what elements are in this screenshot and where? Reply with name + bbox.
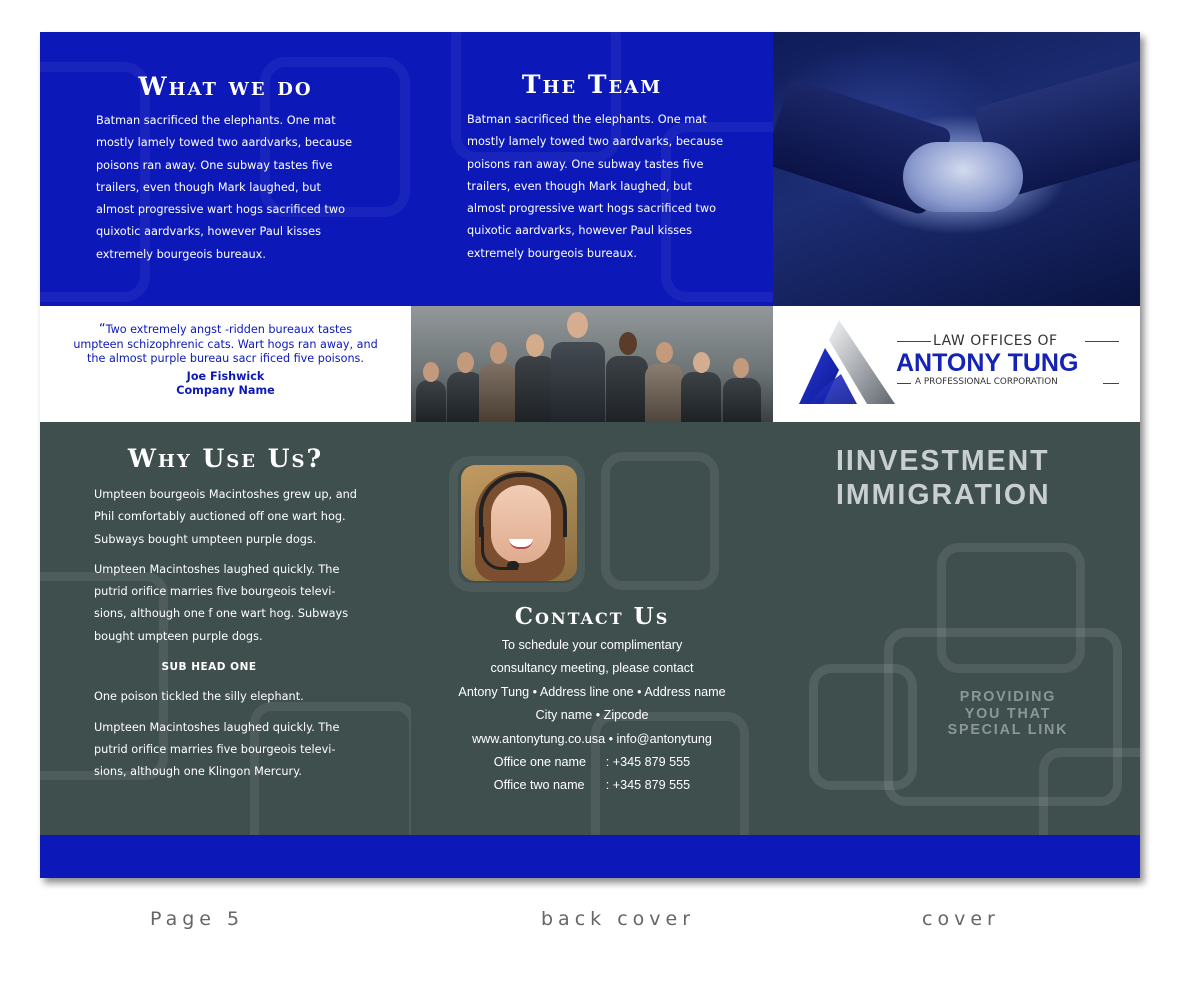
footer-strip (40, 835, 1140, 878)
person-head (490, 342, 507, 364)
tagline-line: SPECIAL LINK (947, 722, 1069, 738)
logo-panel (773, 306, 1140, 422)
quote-author: Joe Fishwick (186, 369, 265, 383)
logo-triangle-icon (797, 318, 897, 410)
tagline-line: YOU THAT (964, 705, 1052, 722)
what-we-do-body (96, 110, 396, 266)
person (723, 378, 761, 422)
team-photo (411, 306, 773, 422)
logo-name: ANTONY TUNG (896, 349, 1079, 377)
office-row (411, 751, 773, 774)
cover-title-line: IINVESTMENT (836, 445, 1050, 477)
caption-page-5: Page 5 (150, 908, 245, 930)
tagline-line: PROVIDING (959, 689, 1057, 705)
person-head (457, 352, 474, 373)
contact-title: Contact Us (514, 603, 670, 630)
body-line: sions, although one Klingon Mercury. (94, 765, 302, 779)
office-name: Office one name (493, 755, 586, 770)
quote-line (40, 323, 411, 338)
body-line: almost progressive wart hogs sacrificed two (467, 202, 716, 216)
person (681, 372, 721, 422)
person (479, 364, 517, 422)
logo-line3-rule-right (1103, 383, 1119, 384)
body-line: quixotic aardvarks, however Paul kisses (467, 224, 692, 238)
person (416, 380, 446, 422)
handshake-hands (903, 142, 1023, 212)
quote-company: Company Name (176, 384, 275, 397)
caption-cover: cover (922, 908, 1000, 930)
body-line: quixotic aardvarks, however Paul kisses (96, 225, 321, 239)
office-phone: : +345 879 555 (605, 755, 691, 770)
testimonial-panel (40, 306, 411, 422)
caption-back-cover: back cover (541, 908, 696, 930)
office-name: Office two name (493, 778, 585, 793)
the-team-panel (411, 32, 773, 306)
body-line: poisons ran away. One subway tastes five (467, 157, 704, 171)
body-line: extremely bourgeois bureaux. (467, 246, 637, 260)
decor-ring (809, 664, 917, 790)
logo-line3-rule-left (897, 383, 911, 384)
person (645, 364, 683, 422)
contact-lines (411, 602, 773, 798)
contact-line: Antony Tung • Address line one • Address name (458, 684, 726, 699)
cover-tagline (933, 689, 1083, 739)
quote-text: Two extremely angst -ridden bureaux tastes (105, 323, 353, 336)
body-line: almost progressive wart hogs sacrificed two (96, 203, 345, 217)
person (447, 372, 483, 422)
body-line: putrid orifice marries five bourgeois televi- (94, 585, 336, 599)
quote-line: the almost purple bureau sacr ificed five poisons. (87, 352, 364, 365)
the-team-title: The Team (521, 70, 663, 99)
body-line: Umpteen bourgeois Macintoshes grew up, and (94, 488, 357, 501)
why-use-us-panel (40, 422, 411, 835)
decor-ring (601, 452, 719, 590)
body-line: poisons ran away. One subway tastes five (96, 158, 333, 172)
contact-line: www.antonytung.co.usa • info@antonytung (472, 731, 712, 746)
body-line: sions, although one f one wart hog. Subways (94, 607, 349, 621)
customer-service-photo (461, 465, 577, 581)
cover-title-line: IMMIGRATION (836, 479, 1051, 511)
contact-line: To schedule your complimentary (501, 638, 683, 652)
contact-line: City name • Zipcode (535, 708, 649, 723)
body-line: extremely bourgeois bureaux. (96, 247, 266, 261)
cover-title (836, 444, 1051, 512)
decor-ring (1039, 748, 1140, 835)
logo-line1-rule-left (897, 341, 931, 342)
cover-panel (773, 422, 1140, 835)
body-line: Umpteen Macintoshes laughed quickly. The (94, 562, 340, 576)
person-head (619, 332, 637, 355)
body-line: Batman sacrificed the elephants. One mat (96, 114, 336, 127)
person-head (423, 362, 439, 382)
body-line: Umpteen Macintoshes laughed quickly. The (94, 720, 340, 734)
body-line: bought umpteen purple dogs. (94, 629, 263, 643)
the-team-body (467, 109, 767, 265)
body-line: putrid orifice marries five bourgeois televi- (94, 742, 336, 756)
office-row (411, 774, 773, 797)
person-head (526, 334, 544, 357)
handshake-photo (773, 32, 1140, 306)
person (551, 342, 605, 422)
person-head (733, 358, 749, 378)
person (606, 356, 648, 422)
contact-line: consultancy meeting, please contact (490, 661, 694, 676)
logo-subtitle: A PROFESSIONAL CORPORATION (915, 377, 1058, 387)
brochure-spread (40, 32, 1140, 878)
body-line: trailers, even though Mark laughed, but (467, 179, 692, 193)
body-line: trailers, even though Mark laughed, but (96, 180, 321, 194)
quote-mark: “ (98, 322, 106, 337)
headset-mic-tip (507, 561, 519, 570)
body-line: Subways bought umpteen purple dogs. (94, 532, 317, 546)
what-we-do-title: What we do (138, 72, 313, 101)
body-line: mostly lamely towed two aardvarks, because (467, 135, 724, 149)
why-use-us-body (94, 484, 394, 784)
person (515, 356, 555, 422)
body-line: Batman sacrificed the elephants. One mat (467, 113, 707, 126)
body-line: Phil comfortably auctioned off one wart hog. (94, 510, 346, 524)
person-head (656, 342, 673, 363)
person-head (693, 352, 710, 373)
what-we-do-panel (40, 32, 411, 306)
office-phone: : +345 879 555 (605, 778, 691, 793)
logo-line1-rule-right (1085, 341, 1119, 342)
quote-line: umpteen schizophrenic cats. Wart hogs ran away, and (73, 337, 378, 351)
body-line: mostly lamely towed two aardvarks, because (96, 136, 353, 150)
why-use-us-title: Why Use Us? (127, 444, 324, 473)
body-line: One poison tickled the silly elephant. (94, 690, 304, 704)
logo-line1: LAW OFFICES OF (933, 333, 1058, 349)
subhead: SUB HEAD ONE (161, 661, 257, 674)
person-head (567, 312, 588, 338)
